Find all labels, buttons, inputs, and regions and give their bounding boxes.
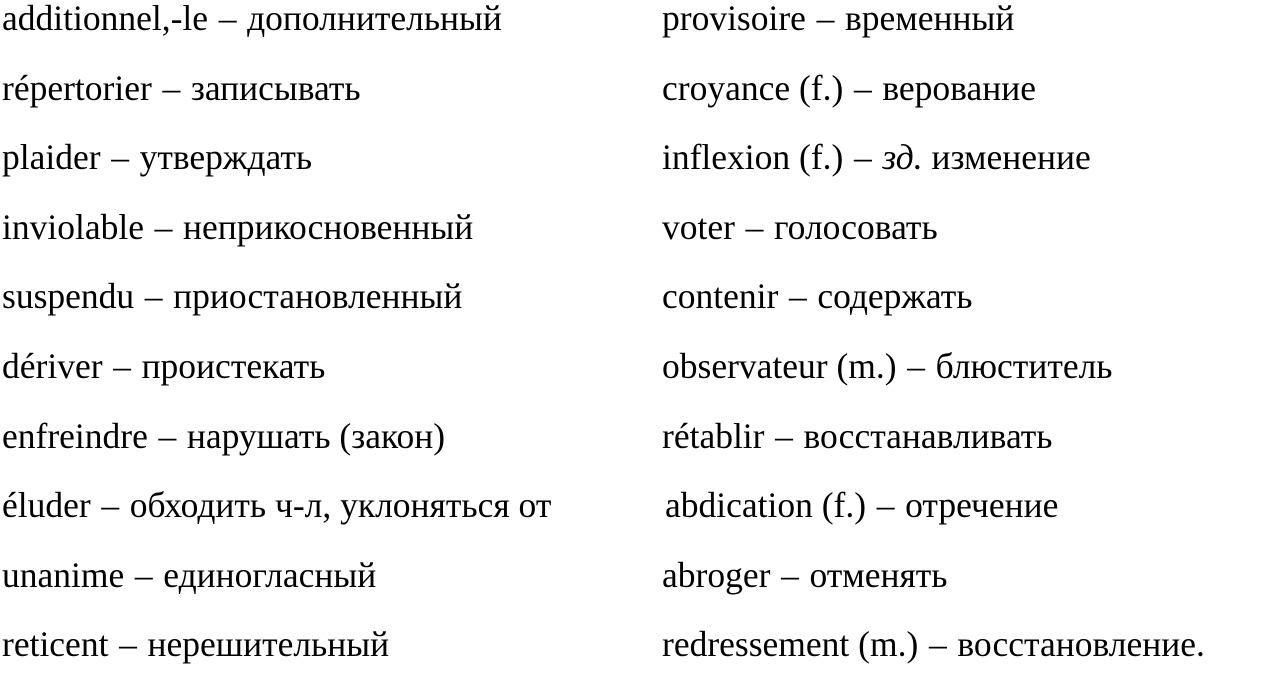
separator-dash: –	[775, 415, 793, 456]
french-term: additionnel,-le	[2, 0, 209, 38]
separator-dash: –	[218, 0, 237, 38]
russian-translation: изменение	[931, 137, 1091, 178]
french-term: inflexion (f.)	[662, 137, 844, 178]
russian-translation: нарушать (закон)	[186, 415, 446, 456]
separator-dash: –	[154, 206, 173, 247]
separator-dash: –	[158, 415, 177, 456]
vocabulary-entry	[662, 67, 1273, 140]
french-term: enfreindre	[2, 415, 148, 456]
vocabulary-entry	[662, 0, 1273, 70]
separator-dash: –	[144, 276, 163, 317]
french-term: croyance (f.)	[662, 67, 844, 108]
russian-translation: нерешительный	[147, 624, 390, 665]
french-term: rétablir	[662, 415, 765, 456]
french-term: provisoire	[662, 0, 806, 38]
vocabulary-entry	[662, 415, 1273, 488]
french-term: dériver	[2, 345, 103, 386]
russian-translation: восстанавливать	[803, 415, 1053, 456]
separator-dash: –	[781, 554, 799, 595]
vocabulary-entry	[662, 554, 1273, 627]
separator-dash: –	[111, 137, 129, 178]
separator-dash: –	[162, 67, 181, 108]
french-term: éluder	[2, 485, 91, 526]
vocabulary-entry	[2, 67, 657, 140]
vocabulary-entry	[662, 278, 1273, 348]
vocabulary-entry	[662, 345, 1273, 418]
russian-translation: проистекать	[141, 345, 326, 386]
russian-translation: единогласный	[163, 554, 377, 595]
separator-dash: –	[134, 554, 153, 595]
separator-dash: –	[816, 0, 835, 38]
russian-translation: неприкосновенный	[183, 206, 474, 247]
french-term: inviolable	[2, 206, 144, 247]
russian-translation: голосовать	[773, 206, 938, 247]
russian-translation: содержать	[817, 276, 973, 317]
vocabulary-entry	[662, 487, 1273, 557]
vocabulary-entry	[662, 626, 1273, 696]
russian-translation: утверждать	[139, 137, 313, 178]
french-term: observateur (m.)	[662, 345, 897, 386]
french-term: répertorier	[2, 67, 152, 108]
vocabulary-column-right	[662, 0, 1273, 696]
separator-dash: –	[113, 345, 131, 386]
usage-note: зд.	[882, 137, 923, 178]
russian-translation: блюститель	[935, 345, 1113, 386]
french-term: redressement (m.)	[662, 624, 919, 665]
vocabulary-column-left	[2, 0, 657, 696]
separator-dash: –	[876, 485, 895, 526]
vocabulary-entry	[2, 206, 657, 279]
french-term: plaider	[2, 137, 101, 178]
vocabulary-entry	[2, 415, 657, 488]
french-term: suspendu	[2, 276, 135, 317]
french-term: abdication (f.)	[665, 485, 867, 526]
russian-translation: отменять	[809, 554, 948, 595]
vocabulary-entry	[2, 345, 657, 418]
separator-dash: –	[907, 345, 925, 386]
russian-translation: верование	[882, 67, 1036, 108]
vocabulary-entry	[662, 206, 1273, 279]
russian-translation: обходить ч-л, уклоняться от	[129, 485, 552, 526]
separator-dash: –	[788, 276, 807, 317]
russian-translation: дополнительный	[247, 0, 502, 38]
french-term: abroger	[662, 554, 771, 595]
separator-dash: –	[928, 624, 947, 665]
french-term: voter	[662, 206, 735, 247]
separator-dash: –	[853, 67, 872, 108]
vocabulary-entry	[2, 139, 657, 209]
separator-dash: –	[854, 137, 872, 178]
separator-dash: –	[119, 624, 137, 665]
russian-translation: восстановление.	[957, 624, 1205, 665]
french-term: contenir	[662, 276, 779, 317]
russian-translation: записывать	[190, 67, 361, 108]
russian-translation: временный	[844, 0, 1015, 38]
separator-dash: –	[101, 485, 120, 526]
vocabulary-entry	[2, 278, 657, 348]
russian-translation: приостановленный	[173, 276, 463, 317]
russian-translation: отречение	[905, 485, 1059, 526]
french-term: unanime	[2, 554, 125, 595]
vocabulary-entry	[2, 626, 657, 696]
separator-dash: –	[745, 206, 764, 247]
vocabulary-entry	[2, 487, 657, 557]
vocabulary-entry	[662, 139, 1273, 209]
french-term: reticent	[2, 624, 109, 665]
vocabulary-entry	[2, 0, 657, 70]
vocabulary-entry	[2, 554, 657, 627]
